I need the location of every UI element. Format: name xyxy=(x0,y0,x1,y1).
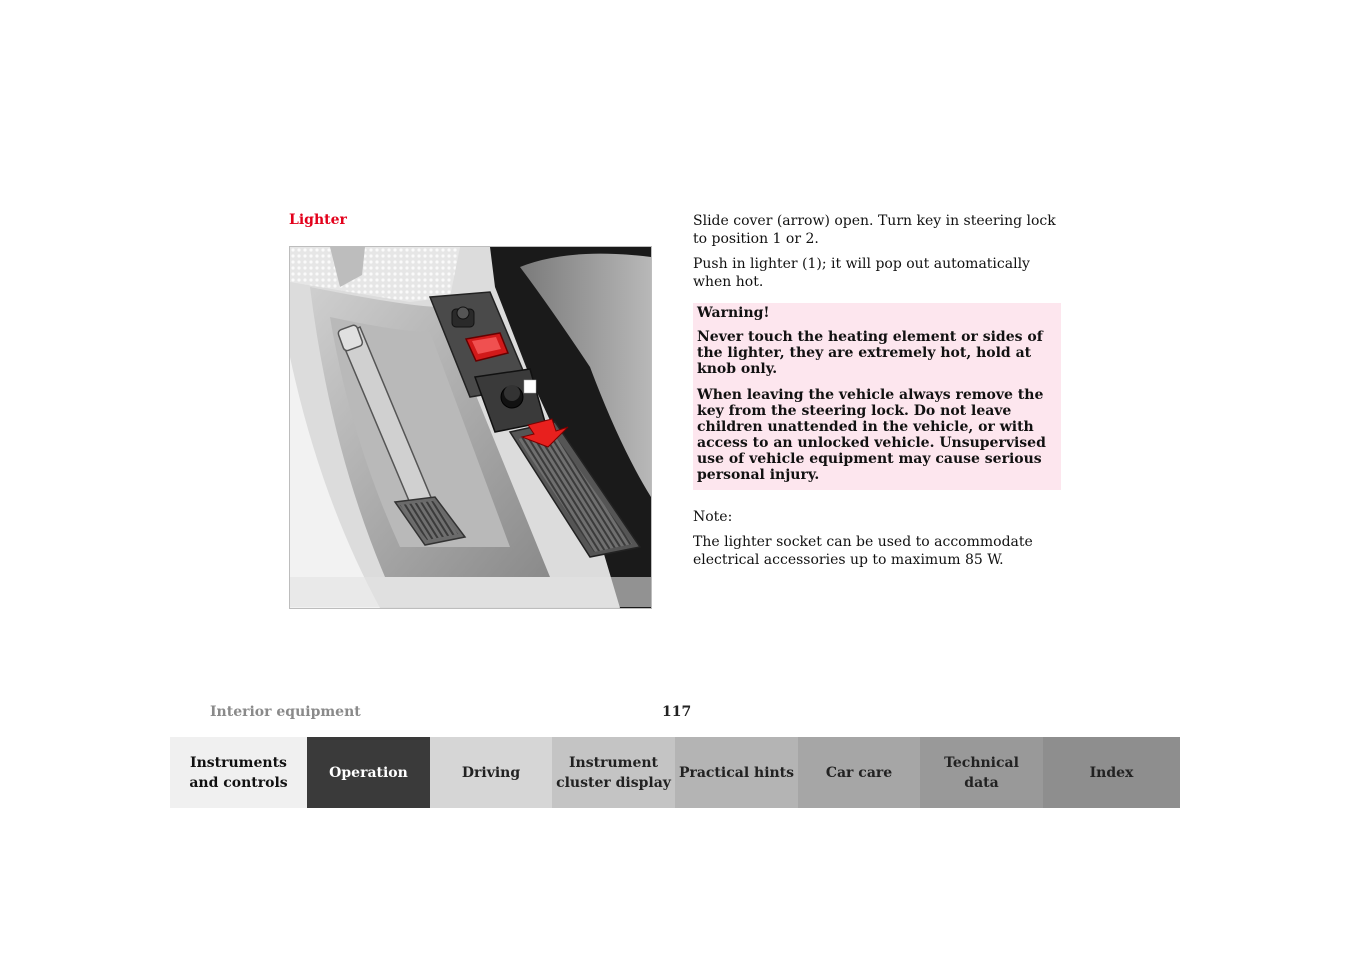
page-number: 117 xyxy=(662,704,692,720)
nav-tab-practical-hints[interactable]: Practical hints xyxy=(675,737,798,808)
nav-tab-technical-data[interactable]: Technical data xyxy=(920,737,1043,808)
note-text: The lighter socket can be used to accommodate electrical accessories up to maximum 85 W. xyxy=(693,534,1033,568)
instruction-paragraph-2: Push in lighter (1); it will pop out automatically when hot. xyxy=(693,256,1030,290)
nav-tab-index[interactable]: Index xyxy=(1043,737,1180,808)
warning-text-1: Never touch the heating element or sides of the lighter, they are extremely hot, hold at knob only. xyxy=(697,329,1043,377)
warning-box xyxy=(693,303,1061,490)
center-console-illustration xyxy=(289,246,652,609)
chapter-navigation xyxy=(170,737,1180,808)
nav-tab-operation[interactable]: Operation xyxy=(307,737,430,808)
warning-text-2: When leaving the vehicle always remove the key from the steering lock. Do not leave children unattended in the vehicle, or with access to an unlocked vehicle. Unsupervised use of vehicle equipment may cause serious personal injury. xyxy=(697,387,1046,483)
warning-title: Warning! xyxy=(697,305,770,321)
nav-tab-instruments-and-controls[interactable]: Instruments and controls xyxy=(170,737,307,808)
console-drawing xyxy=(290,247,651,608)
nav-tab-instrument-cluster-display[interactable]: Instrument cluster display xyxy=(552,737,675,808)
body-text xyxy=(693,212,1061,576)
nav-tab-car-care[interactable]: Car care xyxy=(798,737,920,808)
footer-section-name: Interior equipment xyxy=(210,704,361,720)
section-title: Lighter xyxy=(289,212,347,228)
note-label: Note: xyxy=(693,509,733,525)
instruction-paragraph-1: Slide cover (arrow) open. Turn key in steering lock to position 1 or 2. xyxy=(693,213,1056,247)
nav-tab-driving[interactable]: Driving xyxy=(430,737,552,808)
